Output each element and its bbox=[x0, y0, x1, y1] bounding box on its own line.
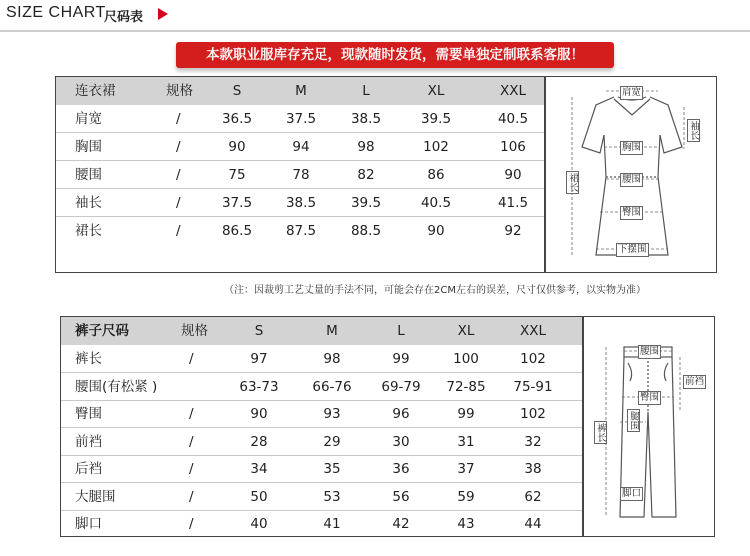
size-chart-title: SIZE CHART bbox=[6, 4, 106, 21]
measurement-note: （注：因裁剪工艺丈量的手法不同，可能会存在2CM左右的误差，尺寸仅供参考，以实物为准） bbox=[224, 285, 646, 296]
table-cell: 100 bbox=[453, 351, 479, 367]
table-cell: 69-79 bbox=[381, 378, 421, 395]
table-header-row bbox=[61, 317, 582, 345]
table-cell: 86.5 bbox=[221, 223, 253, 239]
figure-label-hip: 臀围 bbox=[640, 392, 660, 403]
table-cell: 87.5 bbox=[285, 223, 317, 239]
table-cell: 40.5 bbox=[420, 195, 452, 211]
table-header-row bbox=[56, 77, 544, 105]
column-header: XXL bbox=[519, 323, 547, 339]
table-cell: 99 bbox=[457, 406, 475, 422]
header-divider bbox=[0, 30, 750, 32]
table-cell: 39.5 bbox=[420, 111, 452, 127]
table-row bbox=[56, 105, 544, 133]
table-cell: 43 bbox=[457, 516, 475, 532]
table-row bbox=[61, 373, 582, 401]
table-cell: 41.5 bbox=[497, 195, 529, 211]
table-cell: 94 bbox=[292, 139, 310, 155]
table-row bbox=[56, 161, 544, 189]
figure-label-waist: 腰围 bbox=[640, 346, 660, 357]
row-label: 肩宽 bbox=[75, 111, 102, 127]
table-cell: 62 bbox=[524, 488, 542, 505]
table-cell: 102 bbox=[520, 351, 546, 367]
table-cell: 32 bbox=[524, 433, 542, 450]
table-cell: / bbox=[189, 406, 194, 422]
figure-label-cuff: 脚口 bbox=[622, 488, 642, 499]
table-cell: 36 bbox=[392, 461, 410, 477]
dress-size-table bbox=[55, 76, 545, 273]
figure-label-hem: 下摆围 bbox=[618, 244, 647, 255]
table-cell: 40 bbox=[250, 516, 268, 532]
column-header: S bbox=[254, 323, 264, 339]
table-cell: 102 bbox=[520, 406, 546, 422]
column-header: S bbox=[232, 83, 242, 99]
table-cell: 38.5 bbox=[350, 111, 382, 127]
table-cell: / bbox=[176, 223, 181, 239]
table-cell: 34 bbox=[250, 461, 268, 477]
dress-measurement-figure bbox=[545, 76, 717, 273]
row-label: 后裆 bbox=[75, 461, 102, 477]
table-row bbox=[61, 400, 582, 428]
table-cell: 90 bbox=[228, 139, 246, 155]
table-cell: 35 bbox=[323, 461, 341, 477]
pants-size-table bbox=[60, 316, 583, 537]
column-header: 裤子尺码 bbox=[75, 323, 129, 339]
table-cell: 37.5 bbox=[285, 111, 317, 127]
figure-label-front-rise: 前裆 bbox=[685, 376, 705, 387]
table-cell: / bbox=[176, 195, 181, 211]
table-row bbox=[61, 428, 582, 456]
table-cell: 98 bbox=[357, 139, 375, 155]
table-cell: 96 bbox=[392, 406, 410, 422]
table-cell: / bbox=[176, 111, 181, 127]
table-cell: 88.5 bbox=[350, 223, 382, 239]
row-label: 臀围 bbox=[75, 406, 102, 422]
table-row bbox=[61, 455, 582, 483]
table-cell: 90 bbox=[504, 167, 522, 183]
table-cell: 78 bbox=[292, 167, 310, 183]
table-cell: 42 bbox=[392, 516, 410, 532]
table-cell: / bbox=[189, 433, 194, 450]
table-cell: 36.5 bbox=[221, 111, 253, 127]
column-header: M bbox=[295, 83, 307, 99]
arrow-right-icon bbox=[158, 8, 168, 20]
figure-label-hip: 臀围 bbox=[622, 207, 642, 218]
table-cell: 38 bbox=[524, 461, 542, 477]
row-label: 前裆 bbox=[75, 433, 102, 450]
table-cell: 75-91 bbox=[513, 378, 553, 395]
table-cell: 53 bbox=[323, 488, 341, 505]
column-header: XXL bbox=[499, 83, 527, 99]
figure-label-sleeve: 袖长 bbox=[688, 121, 699, 140]
table-cell: 28 bbox=[250, 433, 268, 450]
table-row bbox=[61, 510, 582, 538]
column-header: 规格 bbox=[181, 323, 208, 339]
row-label: 袖长 bbox=[75, 195, 102, 211]
table-cell: 37.5 bbox=[221, 195, 253, 211]
table-cell: 39.5 bbox=[350, 195, 382, 211]
table-cell: 82 bbox=[357, 167, 375, 183]
table-cell: 75 bbox=[228, 167, 246, 183]
table-cell: / bbox=[176, 139, 181, 155]
column-header: L bbox=[397, 323, 405, 339]
table-cell: 90 bbox=[427, 223, 445, 239]
table-row bbox=[56, 189, 544, 217]
table-cell: 44 bbox=[524, 516, 542, 532]
figure-label-length: 裙长 bbox=[567, 173, 578, 192]
table-cell: 41 bbox=[323, 516, 341, 532]
table-cell: 90 bbox=[250, 406, 268, 422]
column-header: 连衣裙 bbox=[75, 83, 116, 99]
table-cell: 106 bbox=[500, 139, 526, 155]
table-cell: 92 bbox=[504, 223, 522, 239]
figure-label-waist: 腰围 bbox=[622, 174, 642, 185]
table-row bbox=[61, 483, 582, 511]
table-cell: 40.5 bbox=[497, 111, 529, 127]
row-label: 大腿围 bbox=[75, 488, 116, 505]
figure-label-thigh: 腿围 bbox=[628, 411, 639, 430]
table-cell: 29 bbox=[323, 433, 341, 450]
row-label: 脚口 bbox=[75, 516, 102, 532]
table-cell: / bbox=[189, 461, 194, 477]
table-cell: 99 bbox=[392, 351, 410, 367]
figure-label-shoulder: 肩宽 bbox=[622, 87, 642, 98]
stock-notice-banner: 本款职业服库存充足，现款随时发货，需要单独定制联系客服！ bbox=[176, 42, 614, 68]
table-cell: 31 bbox=[457, 433, 475, 450]
figure-label-length: 裤长 bbox=[595, 423, 606, 442]
page-header bbox=[0, 0, 750, 30]
table-cell: 97 bbox=[250, 351, 268, 367]
column-header: L bbox=[362, 83, 370, 99]
column-header: XL bbox=[457, 323, 475, 339]
table-row bbox=[61, 345, 582, 373]
table-cell: / bbox=[189, 516, 194, 532]
row-label: 裤长 bbox=[75, 351, 102, 367]
table-cell: 72-85 bbox=[446, 378, 486, 395]
table-cell: 98 bbox=[323, 351, 341, 367]
table-cell: 59 bbox=[457, 488, 475, 505]
table-cell: 86 bbox=[427, 167, 445, 183]
table-row bbox=[56, 133, 544, 161]
table-cell: 38.5 bbox=[285, 195, 317, 211]
table-cell: 66-76 bbox=[312, 378, 352, 395]
table-row bbox=[56, 217, 544, 245]
table-cell: 37 bbox=[457, 461, 475, 477]
table-cell: 56 bbox=[392, 488, 410, 505]
pants-measurement-figure bbox=[583, 316, 715, 537]
row-label: 裙长 bbox=[75, 223, 102, 239]
column-header: 规格 bbox=[166, 83, 193, 99]
table-cell: / bbox=[189, 488, 194, 505]
row-label: 胸围 bbox=[75, 139, 102, 155]
figure-label-chest: 胸围 bbox=[622, 142, 642, 153]
table-cell: / bbox=[176, 167, 181, 183]
table-cell: 93 bbox=[323, 406, 341, 422]
table-cell: 50 bbox=[250, 488, 268, 505]
row-label: 腰围(有松紧 ) bbox=[75, 378, 158, 395]
row-label: 腰围 bbox=[75, 167, 102, 183]
size-chart-subtitle: 尺码表 bbox=[104, 10, 144, 25]
table-cell: 63-73 bbox=[239, 378, 279, 395]
table-cell: 30 bbox=[392, 433, 410, 450]
table-cell: 102 bbox=[423, 139, 449, 155]
column-header: XL bbox=[427, 83, 445, 99]
column-header: M bbox=[326, 323, 338, 339]
table-cell: / bbox=[189, 351, 194, 367]
